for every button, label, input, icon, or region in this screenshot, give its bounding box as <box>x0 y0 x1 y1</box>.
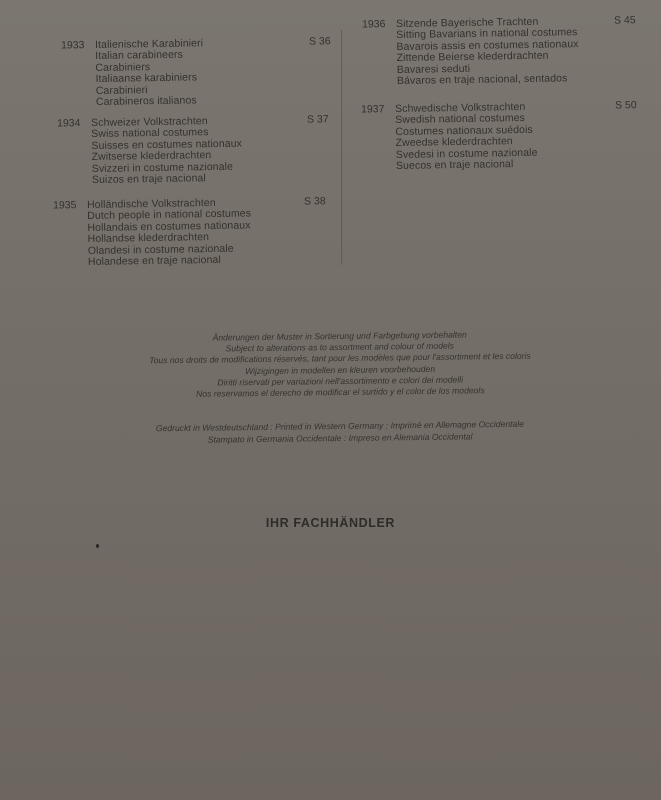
printed-line: Stampato in Germania Occidentale : Impreso en Alemania Occidental <box>207 430 473 445</box>
entry-1937 <box>360 99 641 173</box>
entry-1936 <box>361 14 642 88</box>
entry-line: Bávaros en traje nacional, sentados <box>396 72 568 88</box>
entry-line: Holandese en traje nacional <box>87 253 221 269</box>
entry-line: Schwedische Volkstrachten <box>394 100 526 115</box>
entry-line: Italienische Karabinieri <box>94 37 204 51</box>
entry-line: Holländische Volkstrachten <box>86 196 216 211</box>
printed-in <box>100 418 580 447</box>
entry-1935 <box>52 195 333 269</box>
entry-line: Suecos en traje nacional <box>395 158 514 173</box>
entry-year: 1935 <box>52 199 77 212</box>
entry-year: 1934 <box>56 117 81 130</box>
dealer-heading: IHR FACHHÄNDLER <box>265 516 396 530</box>
entry-line: Carabinieri <box>95 83 148 97</box>
alteration-notes <box>100 328 581 401</box>
note-line: Wijzigingen in modellen en kleuren voorbehouden <box>244 363 436 376</box>
entry-line: Sitzende Bayerische Trachten <box>395 15 539 30</box>
entry-line: Hollandais en costumes nationaux <box>87 219 251 234</box>
note-line: Tous nos droits de modifications réservés, tant pour les modèles que pour l'assortiment et les coloris <box>149 351 531 366</box>
note-line: Diritti riservati per variazioni nell'assortimento e colori dei modelli <box>217 374 464 388</box>
entry-line: Schweizer Volkstrachten <box>90 115 208 129</box>
entry-line: Zweedse klederdrachten <box>395 135 513 150</box>
entry-line: Olandesi in costume nazionale <box>87 242 234 257</box>
entry-1933 <box>60 35 336 109</box>
note-line: Nos reservamos el derecho de modificar el surtido y el color de los modeols <box>196 385 485 399</box>
entry-line: Zwitserse klederdrachten <box>91 149 212 164</box>
entry-code: S 50 <box>614 99 637 112</box>
printed-line: Gedruckt in Westdeutschland : Printed in Western Germany : Imprimé en Allemagne Occidentale <box>155 418 525 434</box>
entry-line: Dutch people in national costumes <box>87 207 252 223</box>
entry-year: 1933 <box>60 39 85 52</box>
entry-line: Bavaresi seduti <box>396 62 471 76</box>
entry-line: Suisses en costumes nationaux <box>91 137 243 152</box>
entry-1934 <box>56 113 332 187</box>
entry-code: S 45 <box>613 14 636 27</box>
column-divider <box>341 30 342 265</box>
entry-line: Svizzeri in costume nazionale <box>91 160 234 175</box>
entry-code: S 37 <box>306 113 329 126</box>
entry-year: 1936 <box>361 18 386 31</box>
entry-line: Sitting Bavarians in national costumes <box>396 26 578 42</box>
entry-line: Bavarois assis en costumes nationaux <box>396 37 579 53</box>
paper-speck <box>96 544 99 548</box>
entry-line: Hollandse klederdrachten <box>87 231 210 246</box>
entry-line: Carabiniers <box>95 60 151 74</box>
entry-line: Zittende Beierse klederdrachten <box>396 49 549 65</box>
entry-line: Costumes nationaux suédois <box>395 123 533 138</box>
note-line: Subject to alterations as to assortment and colour of models <box>225 340 455 354</box>
entry-line: Svedesi in costume nazionale <box>395 146 538 161</box>
entry-line: Suizos en traje nacional <box>91 172 206 187</box>
entry-line: Italian carabineers <box>95 49 184 63</box>
entry-line: Italiaanse karabiniers <box>95 71 198 86</box>
entry-code: S 38 <box>303 195 326 208</box>
entry-line: Swedish national costumes <box>395 112 526 127</box>
entry-year: 1937 <box>360 103 385 116</box>
entry-code: S 36 <box>308 35 331 48</box>
entry-line: Swiss national costumes <box>91 126 209 141</box>
note-line: Änderungen der Muster in Sortierung und Farbgebung vorbehalten <box>212 329 467 343</box>
entry-line: Carabineros italianos <box>95 94 197 109</box>
